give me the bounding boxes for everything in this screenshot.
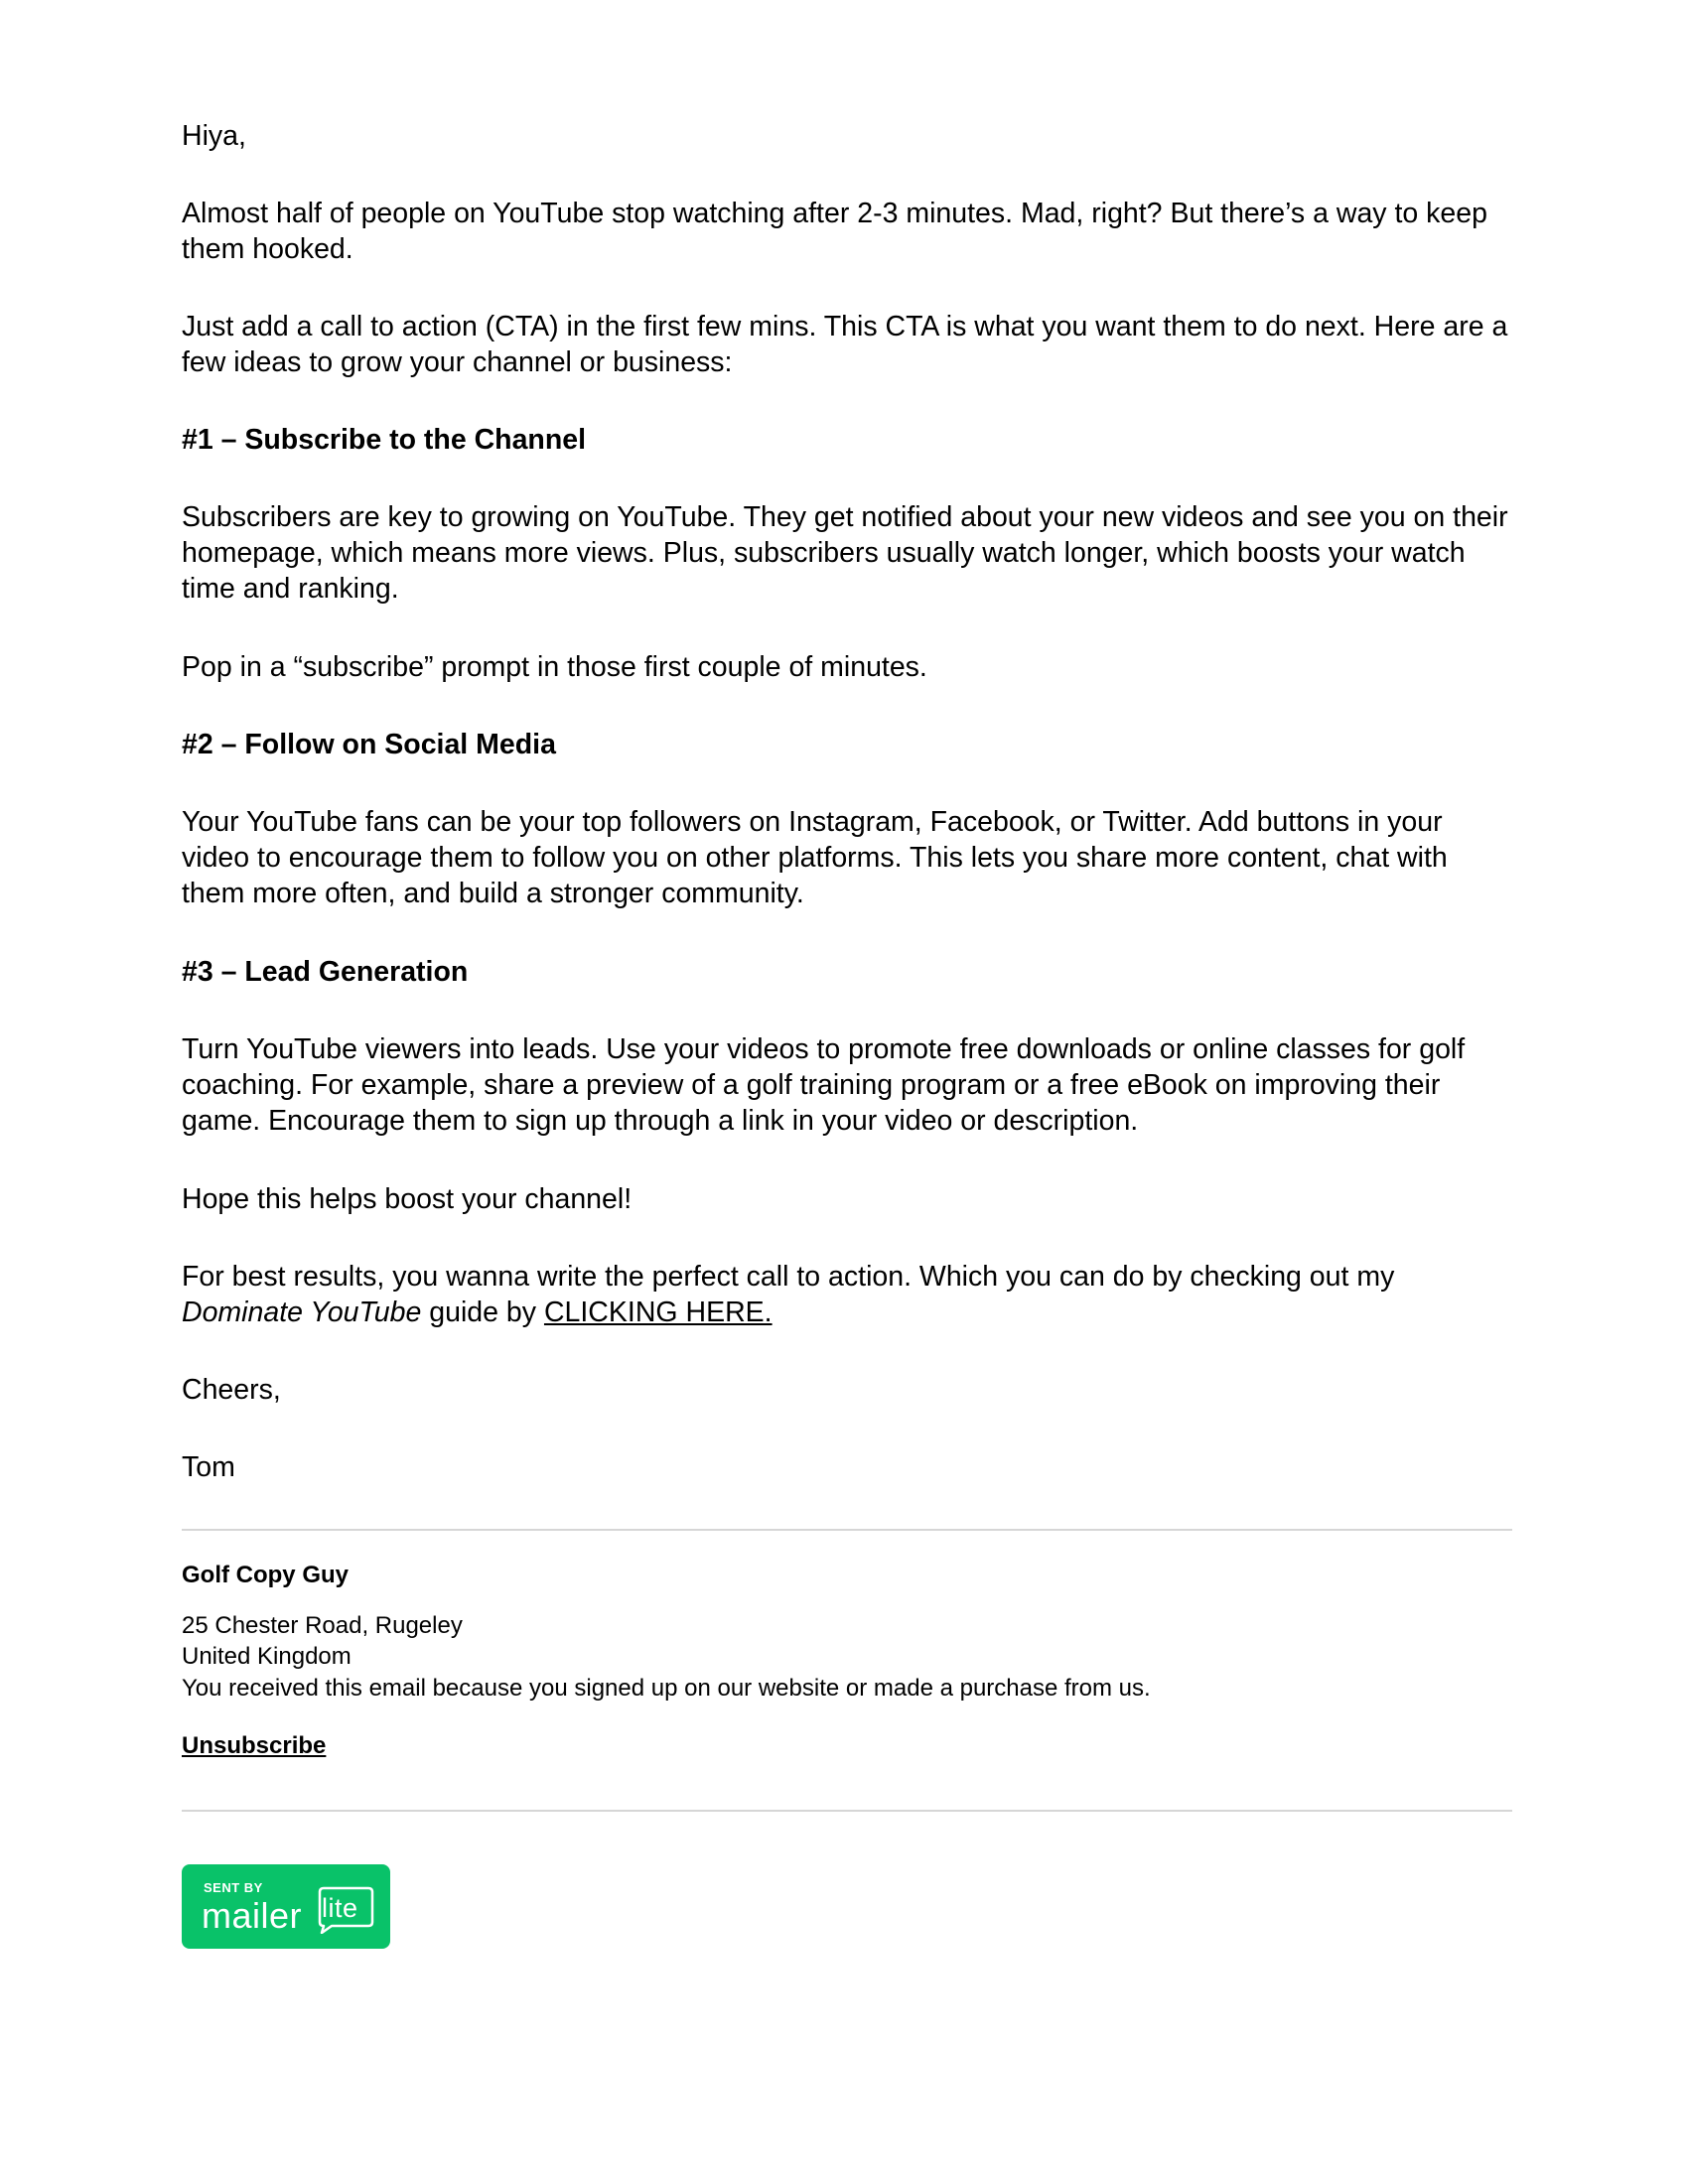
heading-subscribe: #1 – Subscribe to the Channel [182, 424, 587, 456]
footer-unsubscribe-line [182, 1730, 1512, 1762]
cta-intro-paragraph: Just add a call to action (CTA) in the first few mins. This CTA is what you want them to do next. Here are a few ideas to grow your channel or business: [182, 311, 1508, 378]
greeting: Hiya, [182, 120, 246, 152]
clicking-here-link[interactable]: CLICKING HERE. [543, 1297, 773, 1328]
footer-address-line1: 25 Chester Road, Rugeley [182, 1612, 463, 1639]
footer-company-name: Golf Copy Guy [182, 1562, 349, 1588]
footer-divider-bottom [182, 1810, 1512, 1812]
guide-text-middle: guide by [421, 1297, 544, 1328]
guide-paragraph [182, 1259, 1512, 1330]
mailerlite-badge[interactable] [182, 1864, 390, 1949]
lead-generation-paragraph: Turn YouTube viewers into leads. Use your videos to promote free downloads or online classes for golf coaching. For example, share a preview of a golf training program or a free eBook on improving their game. Encourage them to sign up through a link in your video or description. [182, 1033, 1466, 1137]
footer-address-line2: United Kingdom [182, 1643, 352, 1670]
footer-notice: You received this email because you signed up on our website or made a purchase from us. [182, 1675, 1151, 1702]
unsubscribe-link[interactable]: Unsubscribe [182, 1732, 327, 1759]
heading-lead-generation: #3 – Lead Generation [182, 956, 469, 988]
subscribe-prompt-paragraph: Pop in a “subscribe” prompt in those first couple of minutes. [182, 651, 927, 683]
closing-paragraph: Hope this helps boost your channel! [182, 1183, 633, 1215]
badge-sent-by: SENT BY [204, 1880, 263, 1895]
signoff: Cheers, [182, 1374, 281, 1406]
badge-mailer-text: mailer [202, 1895, 303, 1936]
speech-bubble-icon [318, 1886, 374, 1928]
guide-text: For best results, you wanna write the perfect call to action. Which you can do by checking out my [182, 1261, 1395, 1293]
subscribe-paragraph: Subscribers are key to growing on YouTube. They get notified about your new videos and see you on their homepage, which means more views. Plus, subscribers usually watch longer, which boosts your watch time and ranking. [182, 501, 1508, 605]
heading-social-media: #2 – Follow on Social Media [182, 729, 556, 760]
guide-title: Dominate YouTube [182, 1297, 422, 1328]
footer-divider-top [182, 1529, 1512, 1531]
social-media-paragraph: Your YouTube fans can be your top followers on Instagram, Facebook, or Twitter. Add buttons in your video to encourage them to follow you on other platforms. This lets you share more content, chat with them more often, and build a stronger community. [182, 806, 1448, 909]
badge-lite-text: lite [322, 1893, 358, 1923]
intro-paragraph: Almost half of people on YouTube stop watching after 2-3 minutes. Mad, right? But there’s a way to keep them hooked. [182, 198, 1487, 265]
signature: Tom [182, 1451, 235, 1483]
